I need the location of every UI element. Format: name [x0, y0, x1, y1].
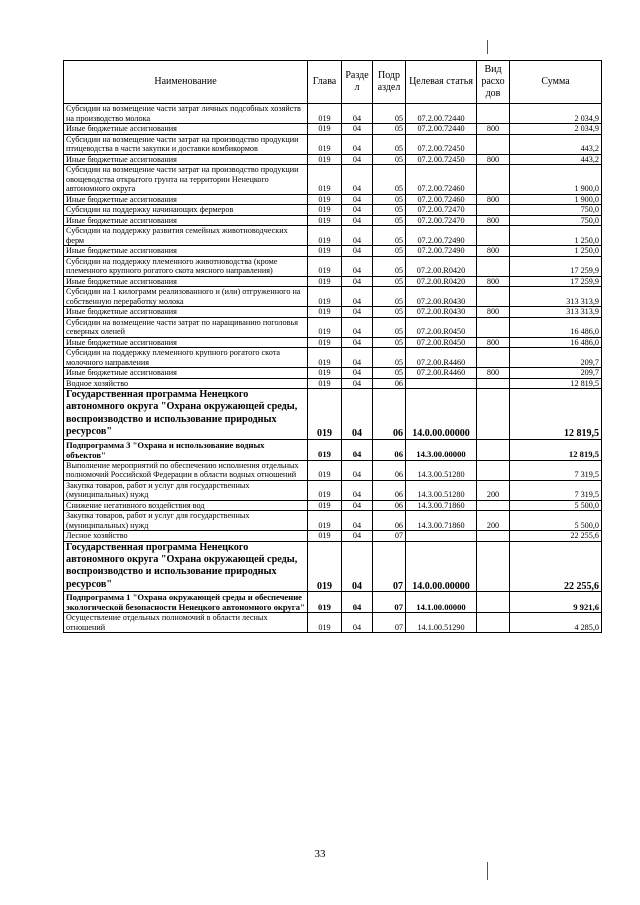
cell-vid: 200	[477, 511, 510, 531]
header-name: Наименование	[64, 61, 308, 104]
cell-vid	[477, 439, 510, 460]
cell-vid	[477, 165, 510, 195]
cell-podrazdel: 05	[373, 134, 406, 154]
cell-summa: 4 285,0	[510, 613, 602, 633]
cell-summa: 443,2	[510, 154, 602, 165]
cell-glava: 019	[308, 511, 342, 531]
cell-vid	[477, 500, 510, 511]
cell-podrazdel: 05	[373, 246, 406, 257]
cell-name: Подпрограмма 3 "Охрана и использование водных объектов"	[64, 439, 308, 460]
cell-vid	[477, 460, 510, 480]
cell-name: Закупка товаров, работ и услуг для государственных (муниципальных) нужд	[64, 511, 308, 531]
cell-name: Субсидии на поддержку начинающих фермеров	[64, 205, 308, 216]
cell-summa: 209,7	[510, 368, 602, 379]
cell-statya: 07.2.00.R0430	[406, 307, 477, 318]
cell-name: Субсидии на поддержку развития семейных животноводческих ферм	[64, 226, 308, 246]
cell-vid	[477, 134, 510, 154]
cell-glava: 019	[308, 389, 342, 440]
table-row	[64, 460, 602, 480]
cell-glava: 019	[308, 226, 342, 246]
table-row	[64, 541, 602, 592]
cell-glava: 019	[308, 215, 342, 226]
cell-vid	[477, 317, 510, 337]
cell-razdel: 04	[342, 104, 373, 124]
cell-razdel: 04	[342, 134, 373, 154]
cell-razdel: 04	[342, 205, 373, 216]
cell-vid: 800	[477, 276, 510, 287]
cell-podrazdel: 07	[373, 541, 406, 592]
cell-statya: 14.0.00.00000	[406, 389, 477, 440]
cell-razdel: 04	[342, 256, 373, 276]
cell-glava: 019	[308, 378, 342, 389]
cell-vid: 800	[477, 368, 510, 379]
table-row	[64, 154, 602, 165]
cell-statya: 07.2.00.72460	[406, 165, 477, 195]
cell-name: Государственная программа Ненецкого автономного округа "Охрана окружающей среды, воспроизводство и использование природных ресурсов"	[64, 389, 308, 440]
cell-name: Субсидии на возмещение части затрат на производство продукции овощеводства открытого грунта на территории Ненецкого автономного округа	[64, 165, 308, 195]
cell-summa: 12 819,5	[510, 389, 602, 440]
cell-glava: 019	[308, 337, 342, 348]
cell-summa: 12 819,5	[510, 439, 602, 460]
cell-podrazdel: 05	[373, 256, 406, 276]
cell-podrazdel: 05	[373, 124, 406, 135]
table-row	[64, 389, 602, 440]
cell-statya: 07.2.00.72470	[406, 205, 477, 216]
cell-podrazdel: 05	[373, 337, 406, 348]
cell-glava: 019	[308, 368, 342, 379]
cell-podrazdel: 06	[373, 500, 406, 511]
cell-name: Водное хозяйство	[64, 378, 308, 389]
cell-glava: 019	[308, 287, 342, 307]
cell-statya: 07.2.00.R0420	[406, 276, 477, 287]
cell-razdel: 04	[342, 460, 373, 480]
cell-razdel: 04	[342, 378, 373, 389]
table-row	[64, 215, 602, 226]
cell-razdel: 04	[342, 337, 373, 348]
cell-statya: 07.2.00.R4460	[406, 348, 477, 368]
cell-vid: 800	[477, 337, 510, 348]
header-glava: Глава	[308, 61, 342, 104]
cell-summa: 7 319,5	[510, 480, 602, 500]
cell-glava: 019	[308, 613, 342, 633]
cell-razdel: 04	[342, 194, 373, 205]
cell-name: Иные бюджетные ассигнования	[64, 154, 308, 165]
table-row	[64, 348, 602, 368]
cell-name: Лесное хозяйство	[64, 531, 308, 542]
cell-podrazdel: 05	[373, 307, 406, 318]
table-body	[64, 104, 602, 633]
cell-podrazdel: 05	[373, 287, 406, 307]
table-row	[64, 511, 602, 531]
cell-razdel: 04	[342, 439, 373, 460]
cell-glava: 019	[308, 246, 342, 257]
cell-summa: 5 500,0	[510, 500, 602, 511]
cell-razdel: 04	[342, 480, 373, 500]
cell-name: Иные бюджетные ассигнования	[64, 194, 308, 205]
cell-podrazdel: 06	[373, 511, 406, 531]
cell-razdel: 04	[342, 226, 373, 246]
scan-mark	[487, 40, 488, 54]
cell-vid	[477, 378, 510, 389]
scan-mark	[487, 862, 488, 880]
cell-podrazdel: 05	[373, 154, 406, 165]
cell-vid: 800	[477, 124, 510, 135]
cell-summa: 2 034,9	[510, 104, 602, 124]
cell-statya: 07.2.00.72440	[406, 124, 477, 135]
table-row	[64, 205, 602, 216]
cell-summa: 1 900,0	[510, 165, 602, 195]
cell-vid	[477, 613, 510, 633]
cell-razdel: 04	[342, 531, 373, 542]
cell-glava: 019	[308, 134, 342, 154]
cell-name: Выполнение мероприятий по обеспечению исполнения отдельных полномочий Российской Федерации в области водных отношений	[64, 460, 308, 480]
cell-podrazdel: 05	[373, 104, 406, 124]
cell-name: Иные бюджетные ассигнования	[64, 124, 308, 135]
cell-razdel: 04	[342, 165, 373, 195]
cell-podrazdel: 06	[373, 439, 406, 460]
cell-glava: 019	[308, 256, 342, 276]
cell-glava: 019	[308, 205, 342, 216]
table-row	[64, 104, 602, 124]
cell-summa: 443,2	[510, 134, 602, 154]
cell-podrazdel: 06	[373, 389, 406, 440]
table-row	[64, 337, 602, 348]
cell-podrazdel: 06	[373, 460, 406, 480]
cell-name: Государственная программа Ненецкого автономного округа "Охрана окружающей среды, воспроизводство и использование природных ресурсов"	[64, 541, 308, 592]
cell-summa: 7 319,5	[510, 460, 602, 480]
cell-glava: 019	[308, 124, 342, 135]
cell-podrazdel: 05	[373, 276, 406, 287]
cell-glava: 019	[308, 531, 342, 542]
cell-glava: 019	[308, 104, 342, 124]
cell-summa: 313 313,9	[510, 287, 602, 307]
table-row	[64, 531, 602, 542]
cell-glava: 019	[308, 317, 342, 337]
cell-glava: 019	[308, 276, 342, 287]
cell-summa: 16 486,0	[510, 337, 602, 348]
cell-statya: 07.2.00.R0450	[406, 337, 477, 348]
cell-podrazdel: 05	[373, 348, 406, 368]
table-row	[64, 613, 602, 633]
cell-podrazdel: 05	[373, 215, 406, 226]
cell-razdel: 04	[342, 389, 373, 440]
cell-statya	[406, 531, 477, 542]
cell-statya: 14.3.00.71860	[406, 511, 477, 531]
cell-summa: 22 255,6	[510, 531, 602, 542]
cell-razdel: 04	[342, 276, 373, 287]
cell-name: Снижение негативного воздействия вод	[64, 500, 308, 511]
table-row	[64, 317, 602, 337]
cell-statya: 07.2.00.R0420	[406, 256, 477, 276]
cell-statya: 07.2.00.R0450	[406, 317, 477, 337]
table-row	[64, 368, 602, 379]
cell-razdel: 04	[342, 287, 373, 307]
table-row	[64, 165, 602, 195]
cell-vid	[477, 226, 510, 246]
cell-razdel: 04	[342, 592, 373, 613]
table-row	[64, 307, 602, 318]
cell-name: Иные бюджетные ассигнования	[64, 368, 308, 379]
cell-statya: 14.3.00.51280	[406, 480, 477, 500]
cell-summa: 1 250,0	[510, 246, 602, 257]
cell-razdel: 04	[342, 541, 373, 592]
cell-vid: 800	[477, 154, 510, 165]
cell-summa: 16 486,0	[510, 317, 602, 337]
table-row	[64, 226, 602, 246]
table-row	[64, 134, 602, 154]
cell-name: Иные бюджетные ассигнования	[64, 246, 308, 257]
cell-vid: 800	[477, 194, 510, 205]
table-row	[64, 256, 602, 276]
cell-podrazdel: 07	[373, 592, 406, 613]
cell-name: Субсидии на поддержку племенного животноводства (кроме племенного крупного рогатого скота мясного направления)	[64, 256, 308, 276]
cell-glava: 019	[308, 541, 342, 592]
cell-vid	[477, 389, 510, 440]
cell-vid	[477, 287, 510, 307]
cell-podrazdel: 06	[373, 378, 406, 389]
cell-podrazdel: 05	[373, 317, 406, 337]
cell-name: Осуществление отдельных полномочий в области лесных отношений	[64, 613, 308, 633]
cell-summa: 1 250,0	[510, 226, 602, 246]
cell-razdel: 04	[342, 215, 373, 226]
table-row	[64, 500, 602, 511]
cell-vid: 800	[477, 246, 510, 257]
cell-name: Иные бюджетные ассигнования	[64, 337, 308, 348]
cell-razdel: 04	[342, 348, 373, 368]
cell-podrazdel: 07	[373, 531, 406, 542]
table-row	[64, 287, 602, 307]
cell-name: Субсидии на поддержку племенного крупного рогатого скота молочного направления	[64, 348, 308, 368]
cell-statya: 14.0.00.00000	[406, 541, 477, 592]
cell-name: Субсидии на 1 килограмм реализованного и (или) отгруженного на собственную переработку молока	[64, 287, 308, 307]
cell-summa: 313 313,9	[510, 307, 602, 318]
header-summa: Сумма	[510, 61, 602, 104]
cell-statya: 07.2.00.72450	[406, 134, 477, 154]
cell-summa: 9 921,6	[510, 592, 602, 613]
cell-statya: 14.3.00.71860	[406, 500, 477, 511]
cell-glava: 019	[308, 480, 342, 500]
cell-razdel: 04	[342, 500, 373, 511]
cell-glava: 019	[308, 439, 342, 460]
cell-statya: 14.3.00.00000	[406, 439, 477, 460]
cell-podrazdel: 05	[373, 368, 406, 379]
table-row	[64, 124, 602, 135]
cell-vid: 800	[477, 215, 510, 226]
cell-name: Субсидии на возмещение части затрат по наращиванию поголовья северных оленей	[64, 317, 308, 337]
table-row	[64, 378, 602, 389]
cell-name: Подпрограмма 1 "Охрана окружающей среды и обеспечение экологической безопасности Ненецкого автономного округа"	[64, 592, 308, 613]
cell-vid	[477, 531, 510, 542]
cell-podrazdel: 07	[373, 613, 406, 633]
cell-podrazdel: 05	[373, 226, 406, 246]
cell-glava: 019	[308, 307, 342, 318]
cell-summa: 22 255,6	[510, 541, 602, 592]
budget-table	[63, 60, 602, 633]
cell-summa: 12 819,5	[510, 378, 602, 389]
cell-razdel: 04	[342, 613, 373, 633]
cell-summa: 2 034,9	[510, 124, 602, 135]
cell-vid	[477, 205, 510, 216]
cell-glava: 019	[308, 500, 342, 511]
cell-statya: 07.2.00.72470	[406, 215, 477, 226]
header-podrazdel: Подр аздел	[373, 61, 406, 104]
cell-podrazdel: 05	[373, 194, 406, 205]
cell-name: Закупка товаров, работ и услуг для государственных (муниципальных) нужд	[64, 480, 308, 500]
cell-summa: 5 500,0	[510, 511, 602, 531]
cell-statya: 07.2.00.R4460	[406, 368, 477, 379]
cell-glava: 019	[308, 348, 342, 368]
cell-summa: 750,0	[510, 215, 602, 226]
cell-vid: 800	[477, 307, 510, 318]
cell-summa: 17 259,9	[510, 276, 602, 287]
cell-statya: 07.2.00.72440	[406, 104, 477, 124]
cell-podrazdel: 06	[373, 480, 406, 500]
cell-razdel: 04	[342, 124, 373, 135]
cell-statya	[406, 378, 477, 389]
cell-razdel: 04	[342, 317, 373, 337]
cell-statya: 07.2.00.72490	[406, 246, 477, 257]
cell-statya: 07.2.00.72460	[406, 194, 477, 205]
cell-name: Субсидии на возмещение части затрат личных подсобных хозяйств на производство молока	[64, 104, 308, 124]
cell-name: Иные бюджетные ассигнования	[64, 276, 308, 287]
cell-glava: 019	[308, 592, 342, 613]
cell-name: Иные бюджетные ассигнования	[64, 215, 308, 226]
table-row	[64, 246, 602, 257]
table-row	[64, 592, 602, 613]
cell-razdel: 04	[342, 307, 373, 318]
cell-summa: 17 259,9	[510, 256, 602, 276]
page-number: 33	[314, 848, 326, 860]
cell-statya: 14.1.00.51290	[406, 613, 477, 633]
cell-glava: 019	[308, 194, 342, 205]
cell-razdel: 04	[342, 511, 373, 531]
cell-vid: 200	[477, 480, 510, 500]
cell-razdel: 04	[342, 246, 373, 257]
header-razdel: Разде л	[342, 61, 373, 104]
table-header-row	[64, 61, 602, 104]
table-row	[64, 439, 602, 460]
table-row	[64, 276, 602, 287]
cell-statya: 14.1.00.00000	[406, 592, 477, 613]
cell-glava: 019	[308, 165, 342, 195]
header-vid: Вид расхо дов	[477, 61, 510, 104]
cell-razdel: 04	[342, 368, 373, 379]
cell-razdel: 04	[342, 154, 373, 165]
cell-summa: 750,0	[510, 205, 602, 216]
cell-name: Иные бюджетные ассигнования	[64, 307, 308, 318]
cell-vid	[477, 104, 510, 124]
table-row	[64, 480, 602, 500]
cell-summa: 1 900,0	[510, 194, 602, 205]
cell-glava: 019	[308, 460, 342, 480]
header-statya: Целевая статья	[406, 61, 477, 104]
cell-statya: 07.2.00.72450	[406, 154, 477, 165]
cell-vid	[477, 541, 510, 592]
cell-statya: 14.3.00.51280	[406, 460, 477, 480]
cell-vid	[477, 348, 510, 368]
cell-glava: 019	[308, 154, 342, 165]
table-row	[64, 194, 602, 205]
cell-statya: 07.2.00.R0430	[406, 287, 477, 307]
cell-podrazdel: 05	[373, 165, 406, 195]
cell-vid	[477, 592, 510, 613]
cell-vid	[477, 256, 510, 276]
cell-summa: 209,7	[510, 348, 602, 368]
cell-podrazdel: 05	[373, 205, 406, 216]
cell-name: Субсидии на возмещение части затрат на производство продукции птицеводства в части закупки и доставки комбикормов	[64, 134, 308, 154]
cell-statya: 07.2.00.72490	[406, 226, 477, 246]
